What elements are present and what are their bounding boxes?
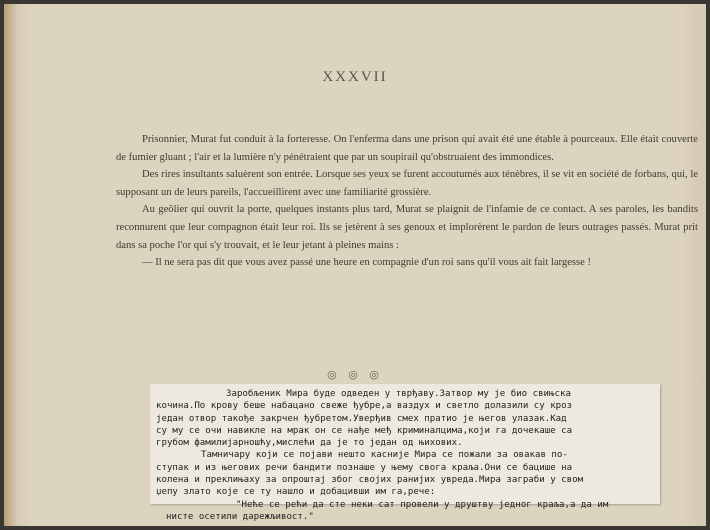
note-line: Тамничару који се појави нешто касније Мира се пожали за овакав по- [201,450,568,461]
chapter-heading: XXXVII [322,69,388,85]
paragraph: Au geôlier qui ouvrit la porte, quelques instants plus tard, Murat se plaignit de l'infamie de ce contact. A ses paroles, les bandits reconnurent que leur compagnon était leur roi. Ils se jetèrent à ses genoux et implorèrent le pardon de leurs outrages passés. Murat prit dans sa poche l'or qui s'y trouvait, et le leur jetant à pleines mains : [116,204,698,251]
note-line: су му се очи навикле на мрак он се нађе међ криминалцима,који га дочекаше са [156,425,573,436]
paragraph: Prisonnier, Murat fut conduit à la forteresse. On l'enferma dans une prison qui avait été une étable à pourceaux. Elle était couverte de fumier gluant ; l'air et la lumière n'y pénétraient que par un soupirail qu'obstruaient des immondices. [116,134,698,163]
paragraph: — Il ne sera pas dit que vous avez passé une heure en compagnie d'un roi sans qu'il vous ait fait largesse ! [142,257,592,269]
note-line: кочина.По крову беше набацано свеже ђубре,а ваздух и светло долазили су кроз [156,401,573,412]
book-page [4,4,706,526]
note-line: нисте осетили дарежљивост." [166,511,314,522]
note-line: Заробљеник Мира буде одведен у тврђаву.Затвор му је био свињска [226,389,571,399]
note-line: један отвор такође закрчен ђубретом.Уверђив смех пратио је његов улазак.Кад [156,413,567,424]
note-line: грубом фамилијарношћу,мислећи да је то један од њихових. [156,438,463,449]
chapter-body [116,131,698,272]
note-line: џепу злато које се ту нашло и добацивши им га,рече: [156,487,436,498]
section-ornament: ◎ ◎ ◎ [327,368,383,381]
note-line: "Неће се рећи да сте неки сат провели у друштву једног краља,а да им [236,499,609,510]
paragraph: Des rires insultants saluèrent son entrée. Lorsque ses yeux se furent accoutumés aux ténèbres, il se vit en société de forbans, qui, le supposant un de leurs pareils, l'accueillirent avec une familiarité grossière. [116,169,698,198]
note-line: колена и преклињаху за опроштај због својих ранијих увреда.Мира заграби у свом [156,475,584,486]
note-line: ступак и из његових речи бандити познаше у њему свога краља.Они се бацише на [156,462,573,473]
typed-translation-note [150,384,660,522]
